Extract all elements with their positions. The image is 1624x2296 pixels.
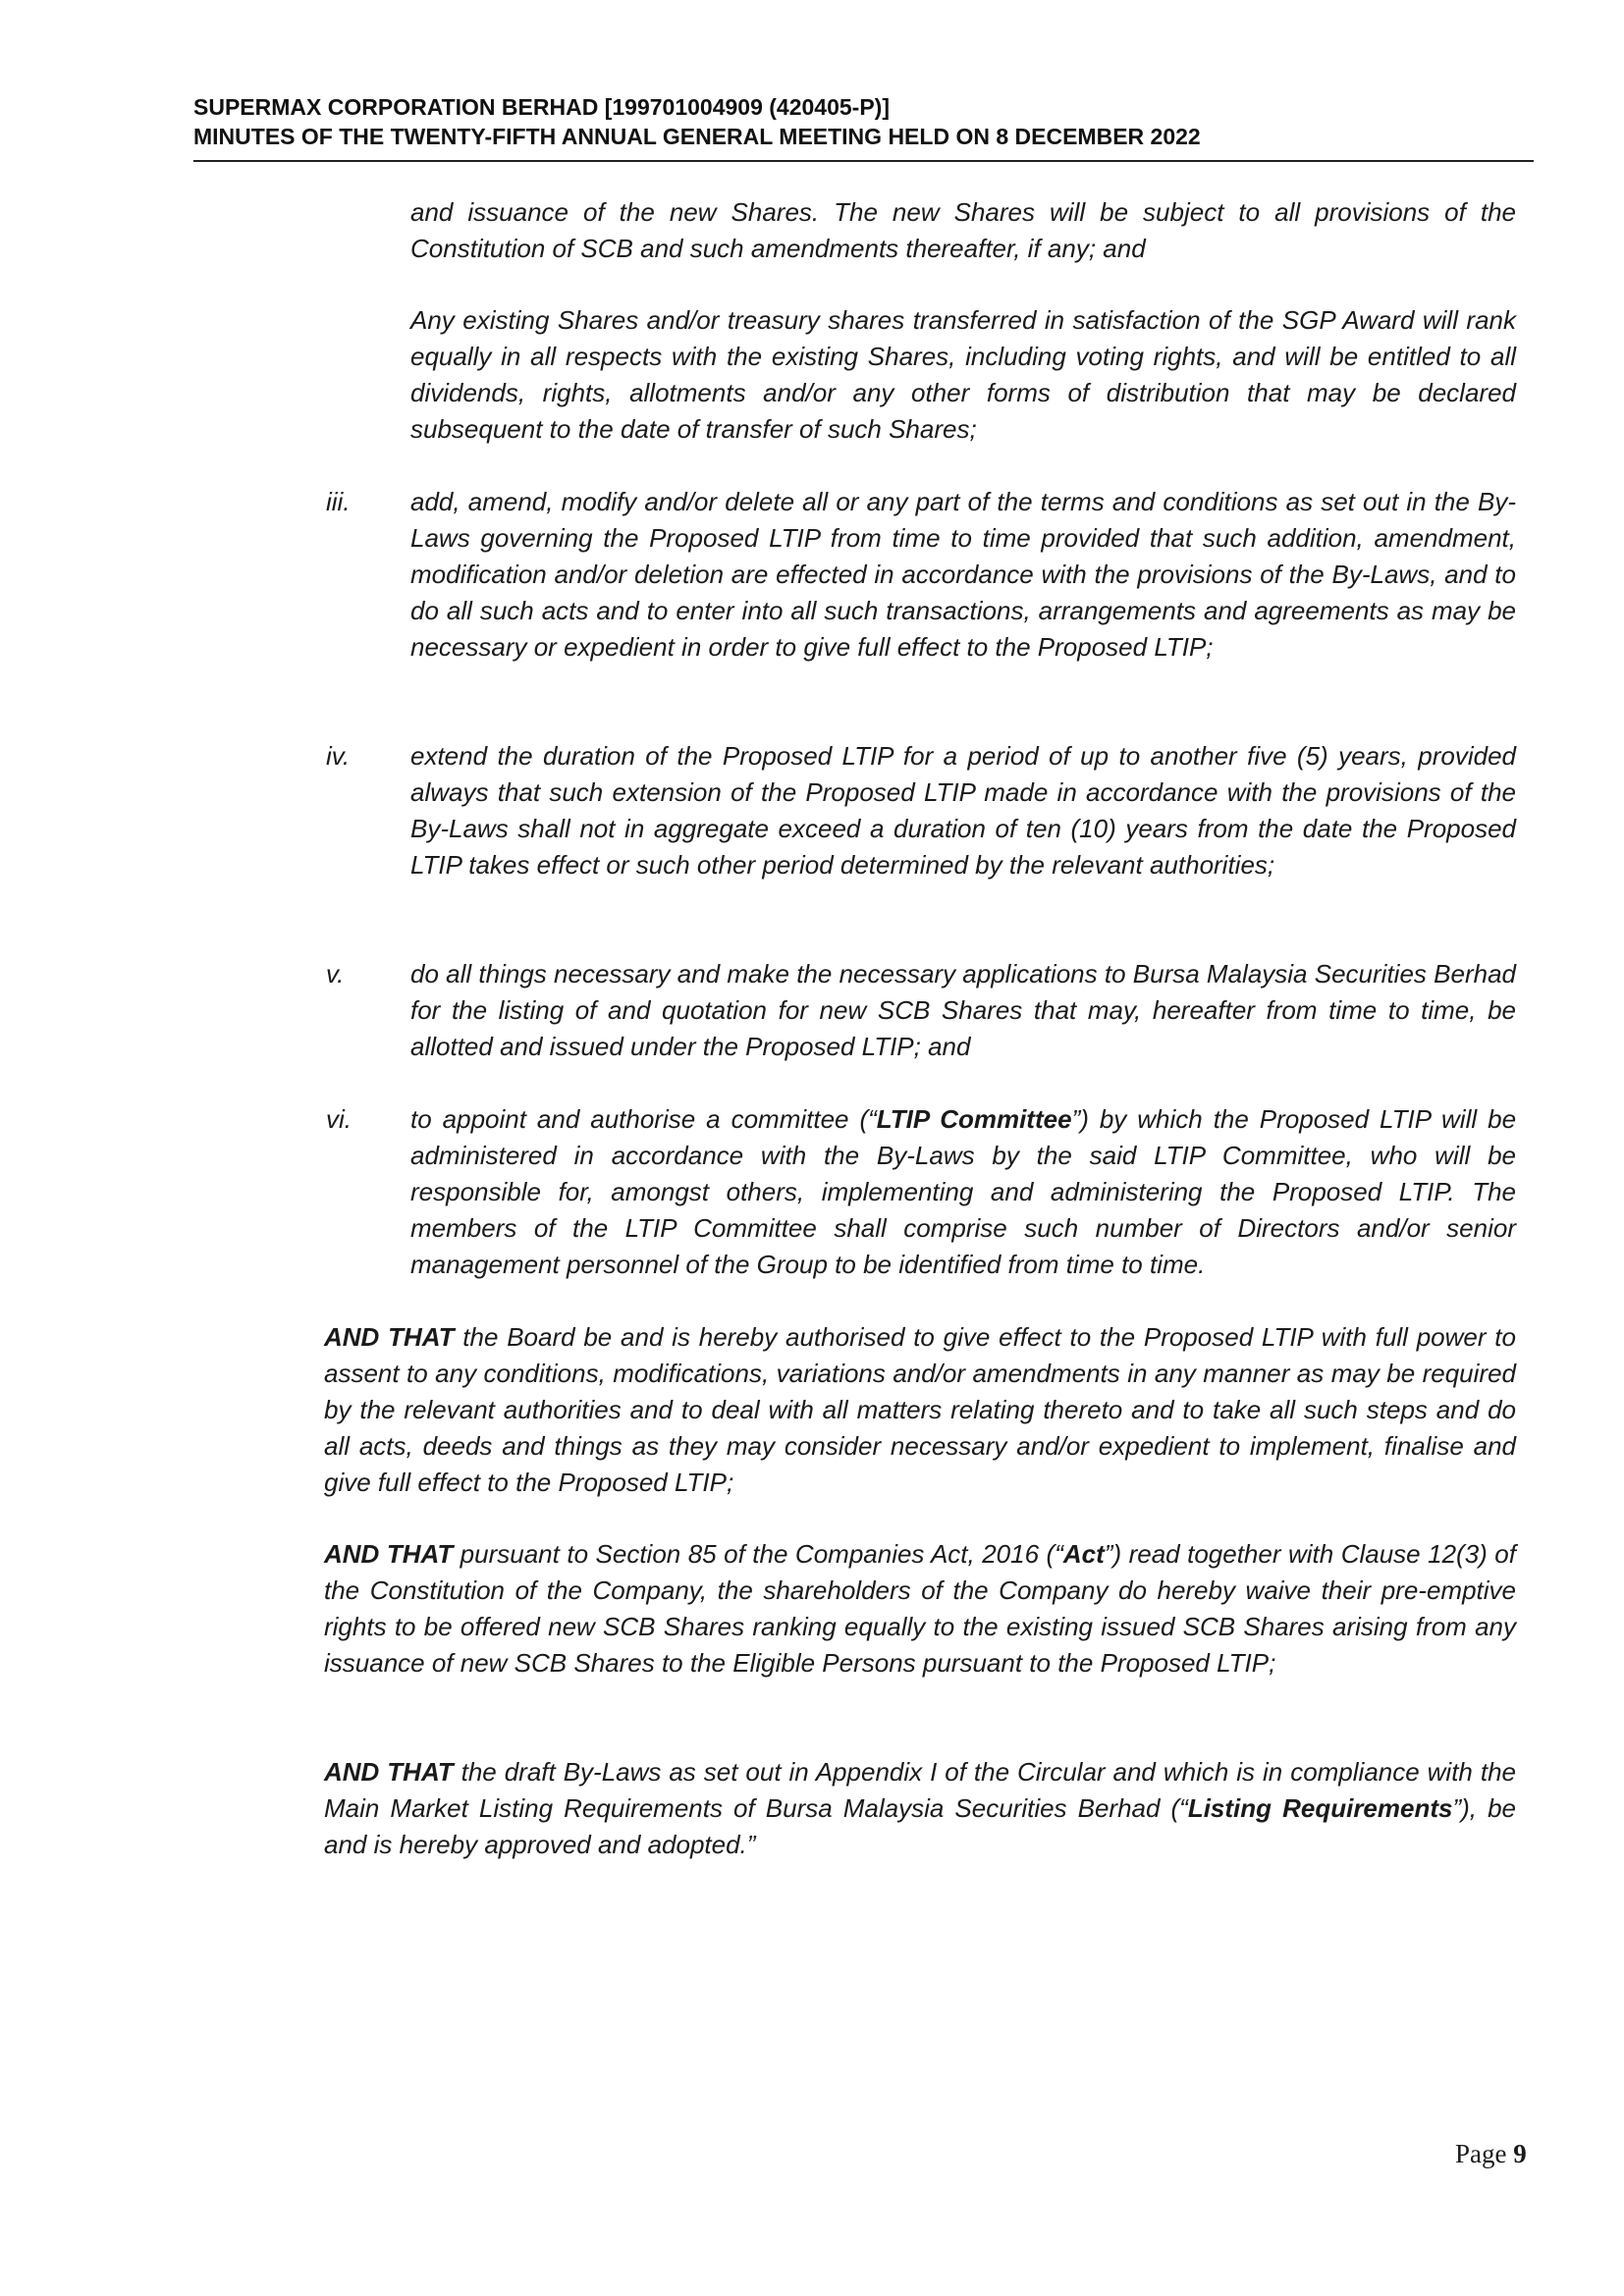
item-number-vi: vi. — [326, 1104, 352, 1134]
item-number-iii: iii. — [326, 487, 351, 516]
item-text-vi — [410, 1101, 1516, 1283]
page-number — [1455, 2137, 1527, 2170]
item-number-iv: iv. — [326, 741, 351, 771]
header-minutes-line: MINUTES OF THE TWENTY-FIFTH ANNUAL GENERAL MEETING HELD ON 8 DECEMBER 2022 — [193, 124, 1201, 149]
ltip-committee-term: LTIP Committee — [876, 1104, 1072, 1134]
item-text-iv: extend the duration of the Proposed LTIP for a period of up to another five (5) years, provided always that such extension of the Proposed LTIP made in accordance with the provisions of the By-Laws shall not in aggregate exceed a duration of ten (10) years from the date the Proposed LTIP takes effect or such other period determined by the relevant authorities; — [410, 741, 1516, 880]
and-that-lead: AND THAT — [324, 1539, 454, 1569]
continuation-paragraph-1: and issuance of the new Shares. The new Shares will be subject to all provisions of the Constitution of SCB and such amendments thereafter, if any; and — [410, 197, 1516, 263]
resolution-paragraph-2-post: ”) read together with Clause 12(3) of the Constitution of the Company, the shareholders of the Company do hereby waive their pre-emptive rights to be offered new SCB Shares ranking equally to the existing issued SCB Shares arising from any issuance of new SCB Shares to the Eligible Persons pursuant to the Proposed LTIP; — [324, 1539, 1516, 1678]
document-header — [193, 92, 1534, 151]
and-that-lead: AND THAT — [324, 1322, 455, 1352]
resolution-paragraph-3-post: ”), be and is hereby approved and adopted.” — [324, 1793, 1516, 1859]
header-divider — [193, 160, 1534, 162]
resolution-paragraph-2 — [324, 1536, 1516, 1682]
item-number-v: v. — [326, 959, 345, 988]
resolution-paragraph-1 — [324, 1319, 1516, 1501]
resolution-paragraph-1-text: the Board be and is hereby authorised to give effect to the Proposed LTIP with full power to assent to any conditions, modifications, variations and/or amendments in any manner as may be required by the relevant authorities and to deal with all matters relating thereto and to take all such steps and do all acts, deeds and things as they may consider necessary and/or expedient to implement, finalise and give full effect to the Proposed LTIP; — [324, 1322, 1516, 1497]
header-company-line: SUPERMAX CORPORATION BERHAD [199701004909 (420405-P)] — [193, 94, 890, 120]
resolution-paragraph-2-pre: pursuant to Section 85 of the Companies Act, 2016 (“ — [453, 1539, 1063, 1569]
item-vi-text-post: ”) by which the Proposed LTIP will be administered in accordance with the By-Laws by the said LTIP Committee, who will be responsible for, amongst others, implementing and administering the Proposed LTIP. The members of the LTIP Committee shall comprise such number of Directors and/or senior management personnel of the Group to be identified from time to time. — [410, 1104, 1517, 1279]
resolution-paragraph-3-pre: the draft By-Laws as set out in Appendix I of the Circular and which is in compliance with the Main Market Listing Requirements of Bursa Malaysia Securities Berhad (“ — [324, 1757, 1516, 1823]
item-vi-text-pre: to appoint and authorise a committee (“ — [410, 1104, 877, 1134]
resolution-paragraph-3 — [324, 1754, 1516, 1863]
and-that-lead: AND THAT — [324, 1757, 454, 1787]
item-text-iii: add, amend, modify and/or delete all or any part of the terms and conditions as set out in the By-Laws governing the Proposed LTIP from time to time provided that such addition, amendment, modification and/or deletion are effected in accordance with the provisions of the By-Laws, and to do all such acts and to enter into all such transactions, arrangements and agreements as may be necessary or expedient in order to give full effect to the Proposed LTIP; — [410, 487, 1516, 662]
page-number-value: 9 — [1513, 2139, 1527, 2168]
page-label: Page — [1455, 2139, 1507, 2168]
listing-requirements-term: Listing Requirements — [1187, 1793, 1453, 1823]
item-text-v: do all things necessary and make the necessary applications to Bursa Malaysia Securities Berhad for the listing of and quotation for new SCB Shares that may, hereafter from time to time, be allotted and issued under the Proposed LTIP; and — [410, 959, 1516, 1061]
act-term: Act — [1062, 1539, 1105, 1569]
continuation-paragraph-2: Any existing Shares and/or treasury shares transferred in satisfaction of the SGP Award will rank equally in all respects with the existing Shares, including voting rights, and will be entitled to all dividends, rights, allotments and/or any other forms of distribution that may be declared subsequent to the date of transfer of such Shares; — [410, 305, 1516, 444]
